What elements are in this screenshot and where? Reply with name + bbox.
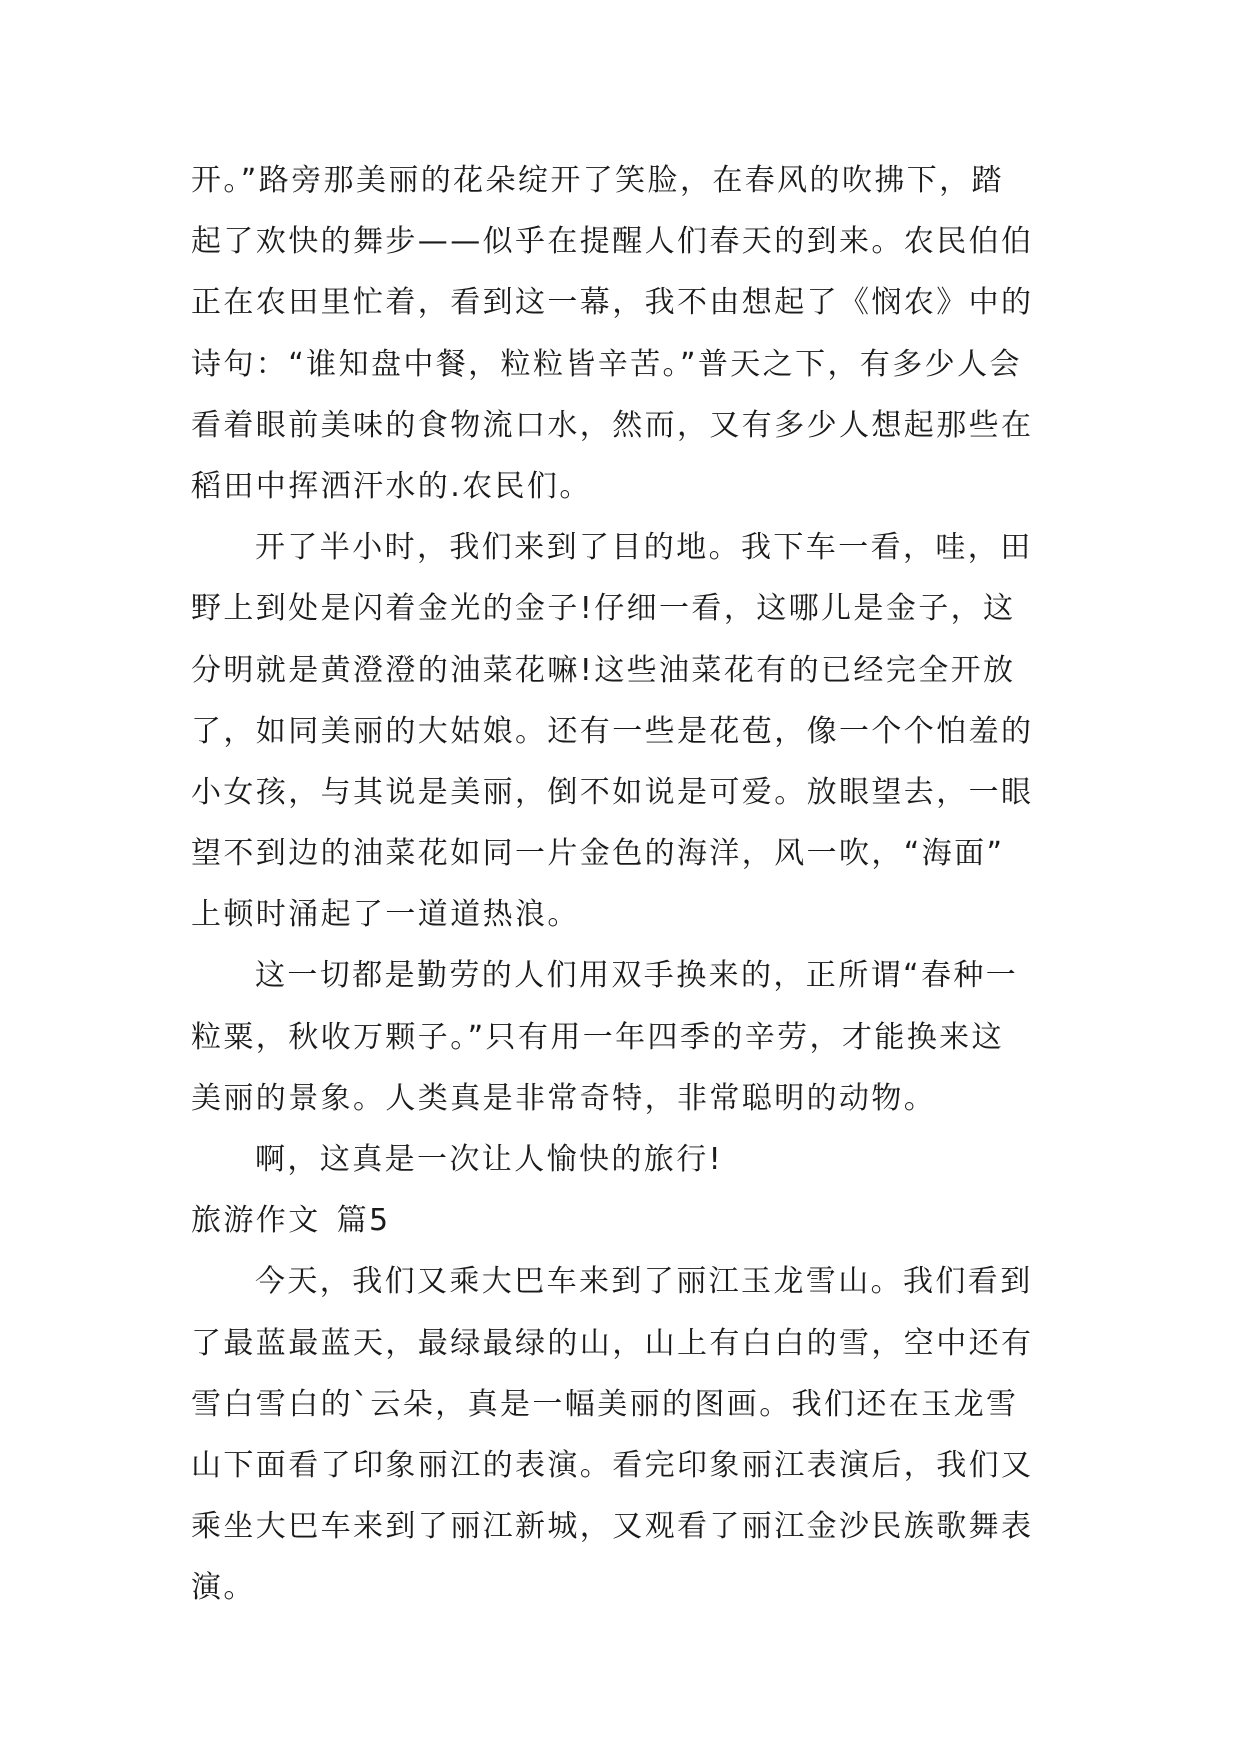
text-line: 望不到边的油菜花如同一片金色的海洋，风一吹，“海面” bbox=[191, 836, 1005, 872]
text-line: 了最蓝最蓝天，最绿最绿的山，山上有白白的雪，空中还有 bbox=[191, 1325, 1034, 1361]
text-line: 小女孩，与其说是美丽，倒不如说是可爱。放眼望去，一眼 bbox=[191, 774, 1034, 810]
text-line: 粒粟，秋收万颗子。”只有用一年四季的辛劳，才能换来这 bbox=[191, 1019, 1004, 1055]
paragraph-1 bbox=[191, 150, 1051, 517]
text-line: 今天，我们又乘大巴车来到了丽江玉龙雪山。我们看到 bbox=[255, 1264, 1033, 1300]
section-heading bbox=[191, 1190, 1051, 1251]
text-line: 稻田中挥洒汗水的.农民们。 bbox=[191, 468, 592, 504]
text-line: 看着眼前美味的食物流口水，然而，又有多少人想起那些在 bbox=[191, 407, 1034, 443]
text-line: 开了半小时，我们来到了目的地。我下车一看，哇，田 bbox=[255, 530, 1033, 566]
paragraph-4 bbox=[191, 1129, 1051, 1190]
section-heading-number: 篇5 bbox=[336, 1203, 391, 1239]
text-line: 起了欢快的舞步——似乎在提醒人们春天的到来。农民伯伯 bbox=[191, 224, 1034, 260]
text-line: 演。 bbox=[191, 1570, 256, 1606]
text-line: 啊，这真是一次让人愉快的旅行! bbox=[255, 1142, 724, 1177]
document-body bbox=[191, 150, 1051, 1619]
text-line: 分明就是黄澄澄的油菜花嘛!这些油菜花有的已经完全开放 bbox=[191, 652, 1016, 688]
text-line: 山下面看了印象丽江的表演。看完印象丽江表演后，我们又 bbox=[191, 1447, 1034, 1483]
paragraph-3 bbox=[191, 945, 1051, 1129]
paragraph-2 bbox=[191, 517, 1051, 945]
text-line: 这一切都是勤劳的人们用双手换来的，正所谓“春种一 bbox=[255, 958, 1019, 994]
text-line: 雪白雪白的`云朵，真是一幅美丽的图画。我们还在玉龙雪 bbox=[191, 1386, 1019, 1422]
text-line: 开。”路旁那美丽的花朵绽开了笑脸，在春风的吹拂下，踏 bbox=[191, 163, 1004, 198]
text-line: 乘坐大巴车来到了丽江新城，又观看了丽江金沙民族歌舞表 bbox=[191, 1509, 1034, 1545]
text-line: 上顿时涌起了一道道热浪。 bbox=[191, 897, 580, 933]
text-line: 野上到处是闪着金光的金子!仔细一看，这哪儿是金子，这 bbox=[191, 591, 1016, 627]
text-line: 正在农田里忙着，看到这一幕，我不由想起了《悯农》中的 bbox=[191, 285, 1034, 321]
text-line: 了，如同美丽的大姑娘。还有一些是花苞，像一个个怕羞的 bbox=[191, 713, 1034, 749]
section-heading-title: 旅游作文 bbox=[191, 1203, 321, 1239]
paragraph-5 bbox=[191, 1251, 1051, 1618]
text-line: 诗句：“谁知盘中餐，粒粒皆辛苦。”普天之下，有多少人会 bbox=[191, 346, 1022, 382]
text-line: 美丽的景象。人类真是非常奇特，非常聪明的动物。 bbox=[191, 1080, 937, 1116]
